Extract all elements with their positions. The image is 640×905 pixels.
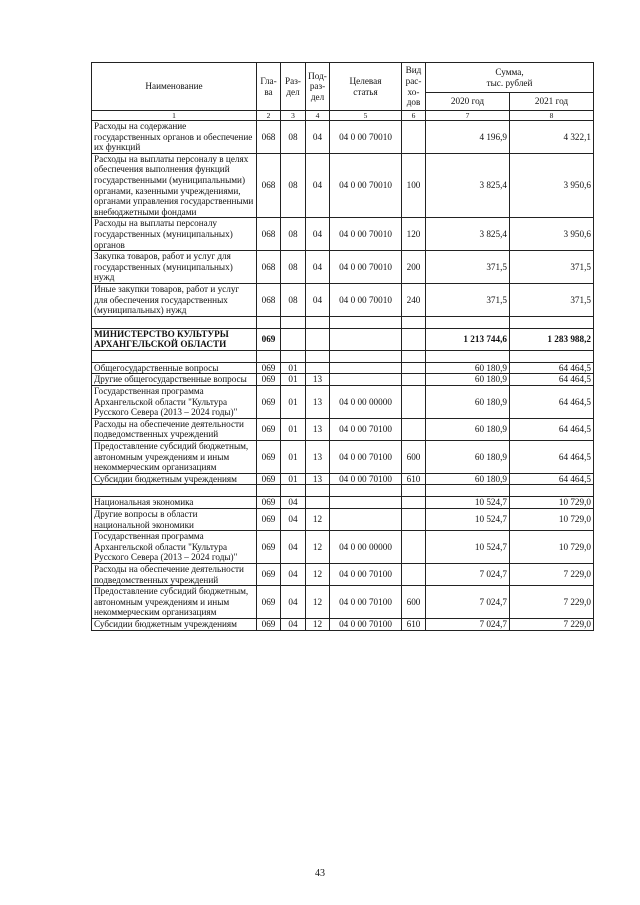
- row-sum-2021: 10 729,0: [510, 497, 594, 509]
- row-podrazdel: 13: [306, 441, 330, 474]
- row-statya: 04 0 00 70100: [330, 473, 402, 485]
- row-sum-2020: 7 024,7: [426, 563, 510, 585]
- spacer-cell: [402, 350, 426, 362]
- spacer-row: [92, 350, 594, 362]
- spacer-cell: [330, 485, 402, 497]
- row-razdel: 08: [281, 283, 306, 316]
- spacer-cell: [92, 316, 257, 328]
- row-sum-2020: 371,5: [426, 251, 510, 284]
- row-glava: 069: [257, 328, 281, 350]
- row-sum-2021: 7 229,0: [510, 618, 594, 630]
- row-sum-2020: 4 196,9: [426, 121, 510, 154]
- spacer-cell: [281, 485, 306, 497]
- row-vid: 610: [402, 618, 426, 630]
- row-podrazdel: 13: [306, 374, 330, 386]
- row-razdel: 08: [281, 153, 306, 218]
- row-razdel: 04: [281, 618, 306, 630]
- column-number: 1: [92, 111, 257, 121]
- row-razdel: 01: [281, 374, 306, 386]
- column-number: 7: [426, 111, 510, 121]
- header-glava: Гла- ва: [257, 63, 281, 111]
- column-number: 5: [330, 111, 402, 121]
- row-sum-2021: 3 950,6: [510, 218, 594, 251]
- row-sum-2021: 10 729,0: [510, 509, 594, 531]
- spacer-cell: [510, 316, 594, 328]
- column-number: 6: [402, 111, 426, 121]
- row-vid: [402, 531, 426, 564]
- row-vid: 610: [402, 473, 426, 485]
- row-sum-2020: 10 524,7: [426, 509, 510, 531]
- row-sum-2021: 64 464,5: [510, 418, 594, 440]
- row-razdel: 04: [281, 497, 306, 509]
- row-sum-2021: 1 283 988,2: [510, 328, 594, 350]
- table-row: [92, 473, 594, 485]
- table-row: [92, 386, 594, 419]
- row-sum-2020: 60 180,9: [426, 418, 510, 440]
- row-vid: 100: [402, 153, 426, 218]
- table-row: [92, 497, 594, 509]
- header-summa: Сумма, тыс. рублей: [426, 63, 594, 93]
- spacer-cell: [330, 350, 402, 362]
- row-name: Государственная программа Архангельской области "Культура Русского Севера (2013 – 2024 годы)": [92, 531, 257, 564]
- spacer-row: [92, 316, 594, 328]
- row-vid: 120: [402, 218, 426, 251]
- row-glava: 069: [257, 531, 281, 564]
- row-vid: 600: [402, 586, 426, 619]
- row-statya: 04 0 00 70100: [330, 563, 402, 585]
- row-sum-2020: 3 825,4: [426, 218, 510, 251]
- row-razdel: 04: [281, 563, 306, 585]
- row-podrazdel: 04: [306, 283, 330, 316]
- row-sum-2021: 4 322,1: [510, 121, 594, 154]
- row-statya: 04 0 00 00000: [330, 386, 402, 419]
- row-statya: 04 0 00 00000: [330, 531, 402, 564]
- row-podrazdel: 13: [306, 473, 330, 485]
- spacer-cell: [426, 316, 510, 328]
- row-name: Государственная программа Архангельской области "Культура Русского Севера (2013 – 2024 годы)": [92, 386, 257, 419]
- spacer-cell: [510, 350, 594, 362]
- table-row: [92, 283, 594, 316]
- row-podrazdel: 13: [306, 386, 330, 419]
- row-name: Расходы на обеспечение деятельности подведомственных учреждений: [92, 418, 257, 440]
- spacer-cell: [306, 316, 330, 328]
- table-row: [92, 362, 594, 374]
- row-glava: 069: [257, 509, 281, 531]
- row-podrazdel: 12: [306, 586, 330, 619]
- table-row: [92, 586, 594, 619]
- header-statya: Целевая статья: [330, 63, 402, 111]
- table-row: [92, 531, 594, 564]
- spacer-cell: [92, 485, 257, 497]
- row-statya: 04 0 00 70100: [330, 418, 402, 440]
- header-name: Наименование: [92, 63, 257, 111]
- row-glava: 069: [257, 563, 281, 585]
- row-name: Расходы на содержание государственных органов и обеспечение их функций: [92, 121, 257, 154]
- row-statya: [330, 374, 402, 386]
- row-name: Расходы на обеспечение деятельности подведомственных учреждений: [92, 563, 257, 585]
- table-row: [92, 218, 594, 251]
- row-glava: 069: [257, 618, 281, 630]
- row-glava: 068: [257, 283, 281, 316]
- row-sum-2021: 64 464,5: [510, 386, 594, 419]
- row-name: Общегосударственные вопросы: [92, 362, 257, 374]
- column-number: 8: [510, 111, 594, 121]
- table-row: [92, 418, 594, 440]
- row-sum-2020: 7 024,7: [426, 586, 510, 619]
- spacer-cell: [281, 350, 306, 362]
- row-name: МИНИСТЕРСТВО КУЛЬТУРЫ АРХАНГЕЛЬСКОЙ ОБЛАСТИ: [92, 328, 257, 350]
- spacer-cell: [402, 316, 426, 328]
- row-glava: 069: [257, 362, 281, 374]
- row-sum-2020: 60 180,9: [426, 441, 510, 474]
- row-vid: [402, 374, 426, 386]
- row-glava: 068: [257, 218, 281, 251]
- header-podrazdel: Под- раз- дел: [306, 63, 330, 111]
- row-name: Расходы на выплаты персоналу в целях обеспечения выполнения функций государственными (муниципальными) органами, казенными учреждениями, органами управления государственными внебюджетными фондами: [92, 153, 257, 218]
- row-statya: 04 0 00 70010: [330, 218, 402, 251]
- row-sum-2020: 371,5: [426, 283, 510, 316]
- row-sum-2021: 7 229,0: [510, 586, 594, 619]
- row-glava: 069: [257, 418, 281, 440]
- spacer-row: [92, 485, 594, 497]
- row-vid: [402, 328, 426, 350]
- row-statya: [330, 497, 402, 509]
- row-name: Иные закупки товаров, работ и услуг для обеспечения государственных (муниципальных) нужд: [92, 283, 257, 316]
- row-name: Национальная экономика: [92, 497, 257, 509]
- row-sum-2021: 371,5: [510, 251, 594, 284]
- row-statya: [330, 362, 402, 374]
- row-sum-2020: 60 180,9: [426, 386, 510, 419]
- header-year-2021: 2021 год: [510, 93, 594, 111]
- row-razdel: 01: [281, 362, 306, 374]
- row-vid: [402, 362, 426, 374]
- row-name: Предоставление субсидий бюджетным, автономным учреждениям и иным некоммерческим организациям: [92, 441, 257, 474]
- document-page: [91, 62, 593, 631]
- table-row: [92, 121, 594, 154]
- row-glava: 068: [257, 251, 281, 284]
- row-podrazdel: [306, 328, 330, 350]
- table-row: [92, 509, 594, 531]
- row-vid: 240: [402, 283, 426, 316]
- row-vid: [402, 121, 426, 154]
- row-podrazdel: 12: [306, 563, 330, 585]
- row-name: Закупка товаров, работ и услуг для государственных (муниципальных) нужд: [92, 251, 257, 284]
- spacer-cell: [402, 485, 426, 497]
- header-razdel: Раз- дел: [281, 63, 306, 111]
- column-number: 2: [257, 111, 281, 121]
- row-sum-2020: 10 524,7: [426, 497, 510, 509]
- row-statya: 04 0 00 70010: [330, 121, 402, 154]
- row-podrazdel: 04: [306, 121, 330, 154]
- row-name: Субсидии бюджетным учреждениям: [92, 618, 257, 630]
- row-razdel: 01: [281, 473, 306, 485]
- table-row: [92, 563, 594, 585]
- row-sum-2020: 1 213 744,6: [426, 328, 510, 350]
- row-glava: 069: [257, 473, 281, 485]
- spacer-cell: [306, 350, 330, 362]
- row-podrazdel: 12: [306, 531, 330, 564]
- row-name: Предоставление субсидий бюджетным, автономным учреждениям и иным некоммерческим организациям: [92, 586, 257, 619]
- row-statya: 04 0 00 70010: [330, 153, 402, 218]
- row-sum-2021: 64 464,5: [510, 362, 594, 374]
- row-sum-2020: 7 024,7: [426, 618, 510, 630]
- row-razdel: [281, 328, 306, 350]
- row-podrazdel: 12: [306, 509, 330, 531]
- spacer-cell: [306, 485, 330, 497]
- row-glava: 069: [257, 386, 281, 419]
- spacer-cell: [281, 316, 306, 328]
- row-name: Другие вопросы в области национальной экономики: [92, 509, 257, 531]
- row-glava: 069: [257, 586, 281, 619]
- column-number-row: [92, 111, 594, 121]
- table-row: [92, 328, 594, 350]
- row-sum-2021: 371,5: [510, 283, 594, 316]
- header-year-2020: 2020 год: [426, 93, 510, 111]
- row-statya: 04 0 00 70010: [330, 283, 402, 316]
- row-statya: 04 0 00 70010: [330, 251, 402, 284]
- row-razdel: 01: [281, 441, 306, 474]
- spacer-cell: [257, 316, 281, 328]
- spacer-cell: [510, 485, 594, 497]
- row-podrazdel: 04: [306, 218, 330, 251]
- row-sum-2021: 10 729,0: [510, 531, 594, 564]
- table-body: [92, 121, 594, 631]
- row-sum-2021: 3 950,6: [510, 153, 594, 218]
- row-razdel: 01: [281, 386, 306, 419]
- row-vid: [402, 509, 426, 531]
- row-razdel: 08: [281, 218, 306, 251]
- row-podrazdel: [306, 497, 330, 509]
- table-row: [92, 618, 594, 630]
- spacer-cell: [257, 350, 281, 362]
- row-sum-2021: 64 464,5: [510, 441, 594, 474]
- row-glava: 068: [257, 153, 281, 218]
- column-number: 3: [281, 111, 306, 121]
- row-sum-2020: 60 180,9: [426, 374, 510, 386]
- row-sum-2021: 64 464,5: [510, 374, 594, 386]
- row-razdel: 01: [281, 418, 306, 440]
- row-podrazdel: 13: [306, 418, 330, 440]
- spacer-cell: [257, 485, 281, 497]
- row-vid: 200: [402, 251, 426, 284]
- row-razdel: 04: [281, 586, 306, 619]
- row-podrazdel: [306, 362, 330, 374]
- row-vid: [402, 386, 426, 419]
- row-statya: [330, 328, 402, 350]
- spacer-cell: [426, 485, 510, 497]
- spacer-cell: [92, 350, 257, 362]
- table-row: [92, 153, 594, 218]
- row-sum-2020: 60 180,9: [426, 473, 510, 485]
- row-podrazdel: 12: [306, 618, 330, 630]
- row-name: Расходы на выплаты персоналу государственных (муниципальных) органов: [92, 218, 257, 251]
- row-razdel: 08: [281, 121, 306, 154]
- row-razdel: 08: [281, 251, 306, 284]
- table-header: [92, 63, 594, 121]
- row-sum-2021: 7 229,0: [510, 563, 594, 585]
- row-vid: [402, 563, 426, 585]
- table-row: [92, 374, 594, 386]
- row-glava: 068: [257, 121, 281, 154]
- budget-table: [91, 62, 594, 631]
- row-podrazdel: 04: [306, 153, 330, 218]
- row-sum-2020: 3 825,4: [426, 153, 510, 218]
- header-vid: Вид рас- хо- дов: [402, 63, 426, 111]
- table-row: [92, 441, 594, 474]
- row-vid: [402, 497, 426, 509]
- row-statya: 04 0 00 70100: [330, 586, 402, 619]
- row-name: Другие общегосударственные вопросы: [92, 374, 257, 386]
- spacer-cell: [426, 350, 510, 362]
- row-glava: 069: [257, 374, 281, 386]
- row-sum-2021: 64 464,5: [510, 473, 594, 485]
- row-podrazdel: 04: [306, 251, 330, 284]
- row-statya: 04 0 00 70100: [330, 618, 402, 630]
- spacer-cell: [330, 316, 402, 328]
- row-name: Субсидии бюджетным учреждениям: [92, 473, 257, 485]
- row-glava: 069: [257, 441, 281, 474]
- row-razdel: 04: [281, 509, 306, 531]
- page-number: 43: [315, 868, 325, 879]
- row-vid: [402, 418, 426, 440]
- table-row: [92, 251, 594, 284]
- row-vid: 600: [402, 441, 426, 474]
- row-glava: 069: [257, 497, 281, 509]
- row-statya: 04 0 00 70100: [330, 441, 402, 474]
- row-statya: [330, 509, 402, 531]
- row-sum-2020: 60 180,9: [426, 362, 510, 374]
- column-number: 4: [306, 111, 330, 121]
- row-sum-2020: 10 524,7: [426, 531, 510, 564]
- row-razdel: 04: [281, 531, 306, 564]
